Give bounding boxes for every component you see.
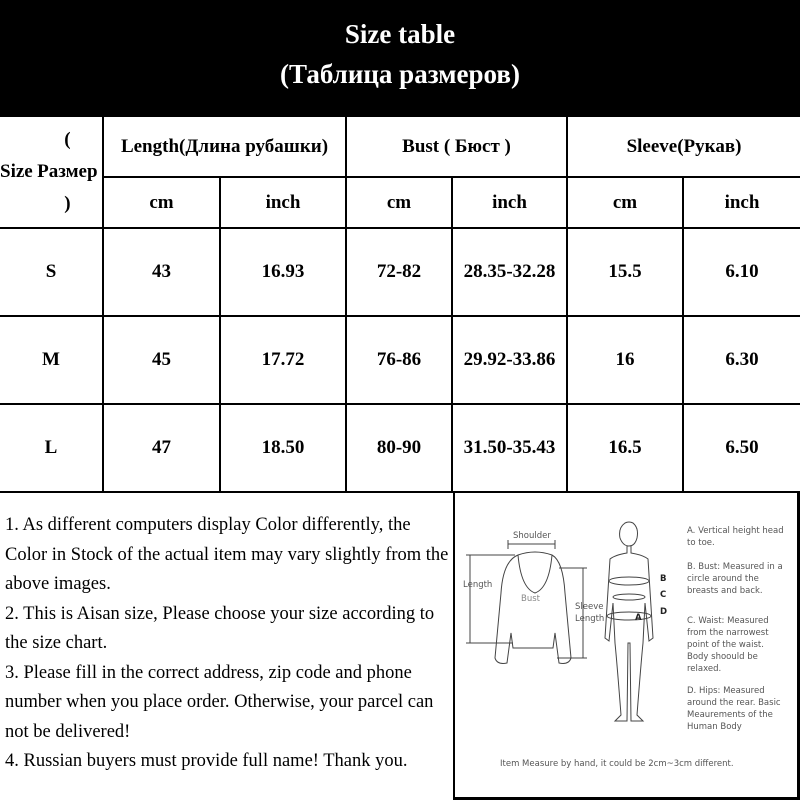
table-cell: 6.30 <box>684 317 800 405</box>
letter-a: A <box>635 613 642 623</box>
note: 3. Please fill in the correct address, zip code and phone number when you place order. Otherwise, your parcel can not be delivered! <box>5 662 434 742</box>
title: Size table <box>344 19 456 49</box>
table-cell: 45 <box>104 317 221 405</box>
letter-b: B <box>660 574 667 584</box>
size-cell: L <box>0 405 104 493</box>
table-cell: 43 <box>104 229 221 317</box>
sweater-outline <box>495 552 571 663</box>
table-cell: 18.50 <box>221 405 347 493</box>
unit-header: cm <box>347 178 453 229</box>
size-cell: M <box>0 317 104 405</box>
size-header-line: Size <box>0 161 33 182</box>
table-cell: 31.50-35.43 <box>453 405 568 493</box>
size-header <box>0 117 104 229</box>
sleeve-label <box>575 601 604 625</box>
table-cell: 6.50 <box>684 405 800 493</box>
unit-header: cm <box>568 178 684 229</box>
size-cell: S <box>0 229 104 317</box>
unit-header: inch <box>221 178 347 229</box>
table-cell: 80-90 <box>347 405 453 493</box>
group-header: Sleeve(Рукав) <box>568 117 800 178</box>
unit-header: inch <box>453 178 568 229</box>
letter-d: D <box>660 607 668 617</box>
table-cell: 6.10 <box>684 229 800 317</box>
table-cell: 76-86 <box>347 317 453 405</box>
subtitle: (Таблица размеров) <box>280 59 520 89</box>
table-cell: 28.35-32.28 <box>453 229 568 317</box>
table-cell: 17.72 <box>221 317 347 405</box>
table-cell: 72-82 <box>347 229 453 317</box>
note: 1. As different computers display Color differently, the Color in Stock of the actual item may vary slightly from the above images. <box>5 515 449 594</box>
title-banner <box>0 0 800 117</box>
waist-ellipse <box>613 594 645 600</box>
legend-d: D. Hips: Measured around the rear. Basic Meaurements of the Human Body <box>687 686 781 732</box>
table-cell: 29.92-33.86 <box>453 317 568 405</box>
unit-header: cm <box>104 178 221 229</box>
table-cell: 15.5 <box>568 229 684 317</box>
letter-c: C <box>660 590 667 600</box>
table-cell: 16 <box>568 317 684 405</box>
legend-b: B. Bust: Measured in a circle around the breasts and back. <box>687 562 783 596</box>
measurement-diagram <box>455 493 800 800</box>
bust-ellipse <box>609 577 649 585</box>
legend-c: C. Waist: Measured from the narrowest point of the waist. Body shoould be relaxed. <box>687 616 769 674</box>
table-cell: 16.93 <box>221 229 347 317</box>
table-cell: 16.5 <box>568 405 684 493</box>
sleeve-label-line: Length <box>575 614 605 624</box>
shoulder-label: Shoulder <box>513 531 551 541</box>
group-header: Bust ( Бюст ) <box>347 117 568 178</box>
length-label: Length <box>463 580 493 590</box>
diagram-footer: Item Measure by hand, it could be 2cm~3cm different. <box>500 759 734 769</box>
table-cell: 47 <box>104 405 221 493</box>
unit-header: inch <box>684 178 800 229</box>
sleeve-label-line: Sleeve <box>575 602 604 612</box>
notes <box>0 493 455 800</box>
legend-a: A. Vertical height head to toe. <box>687 526 784 548</box>
group-header: Length(Длина рубашки) <box>104 117 347 178</box>
note: 2. This is Aisan size, Please choose your size according to the size chart. <box>5 603 435 653</box>
body-outline <box>605 522 653 721</box>
note: 4. Russian buyers must provide full name! Thank you. <box>5 751 408 771</box>
bust-label: Bust <box>521 594 540 604</box>
size-header-line: ( Размер ) <box>37 129 98 214</box>
